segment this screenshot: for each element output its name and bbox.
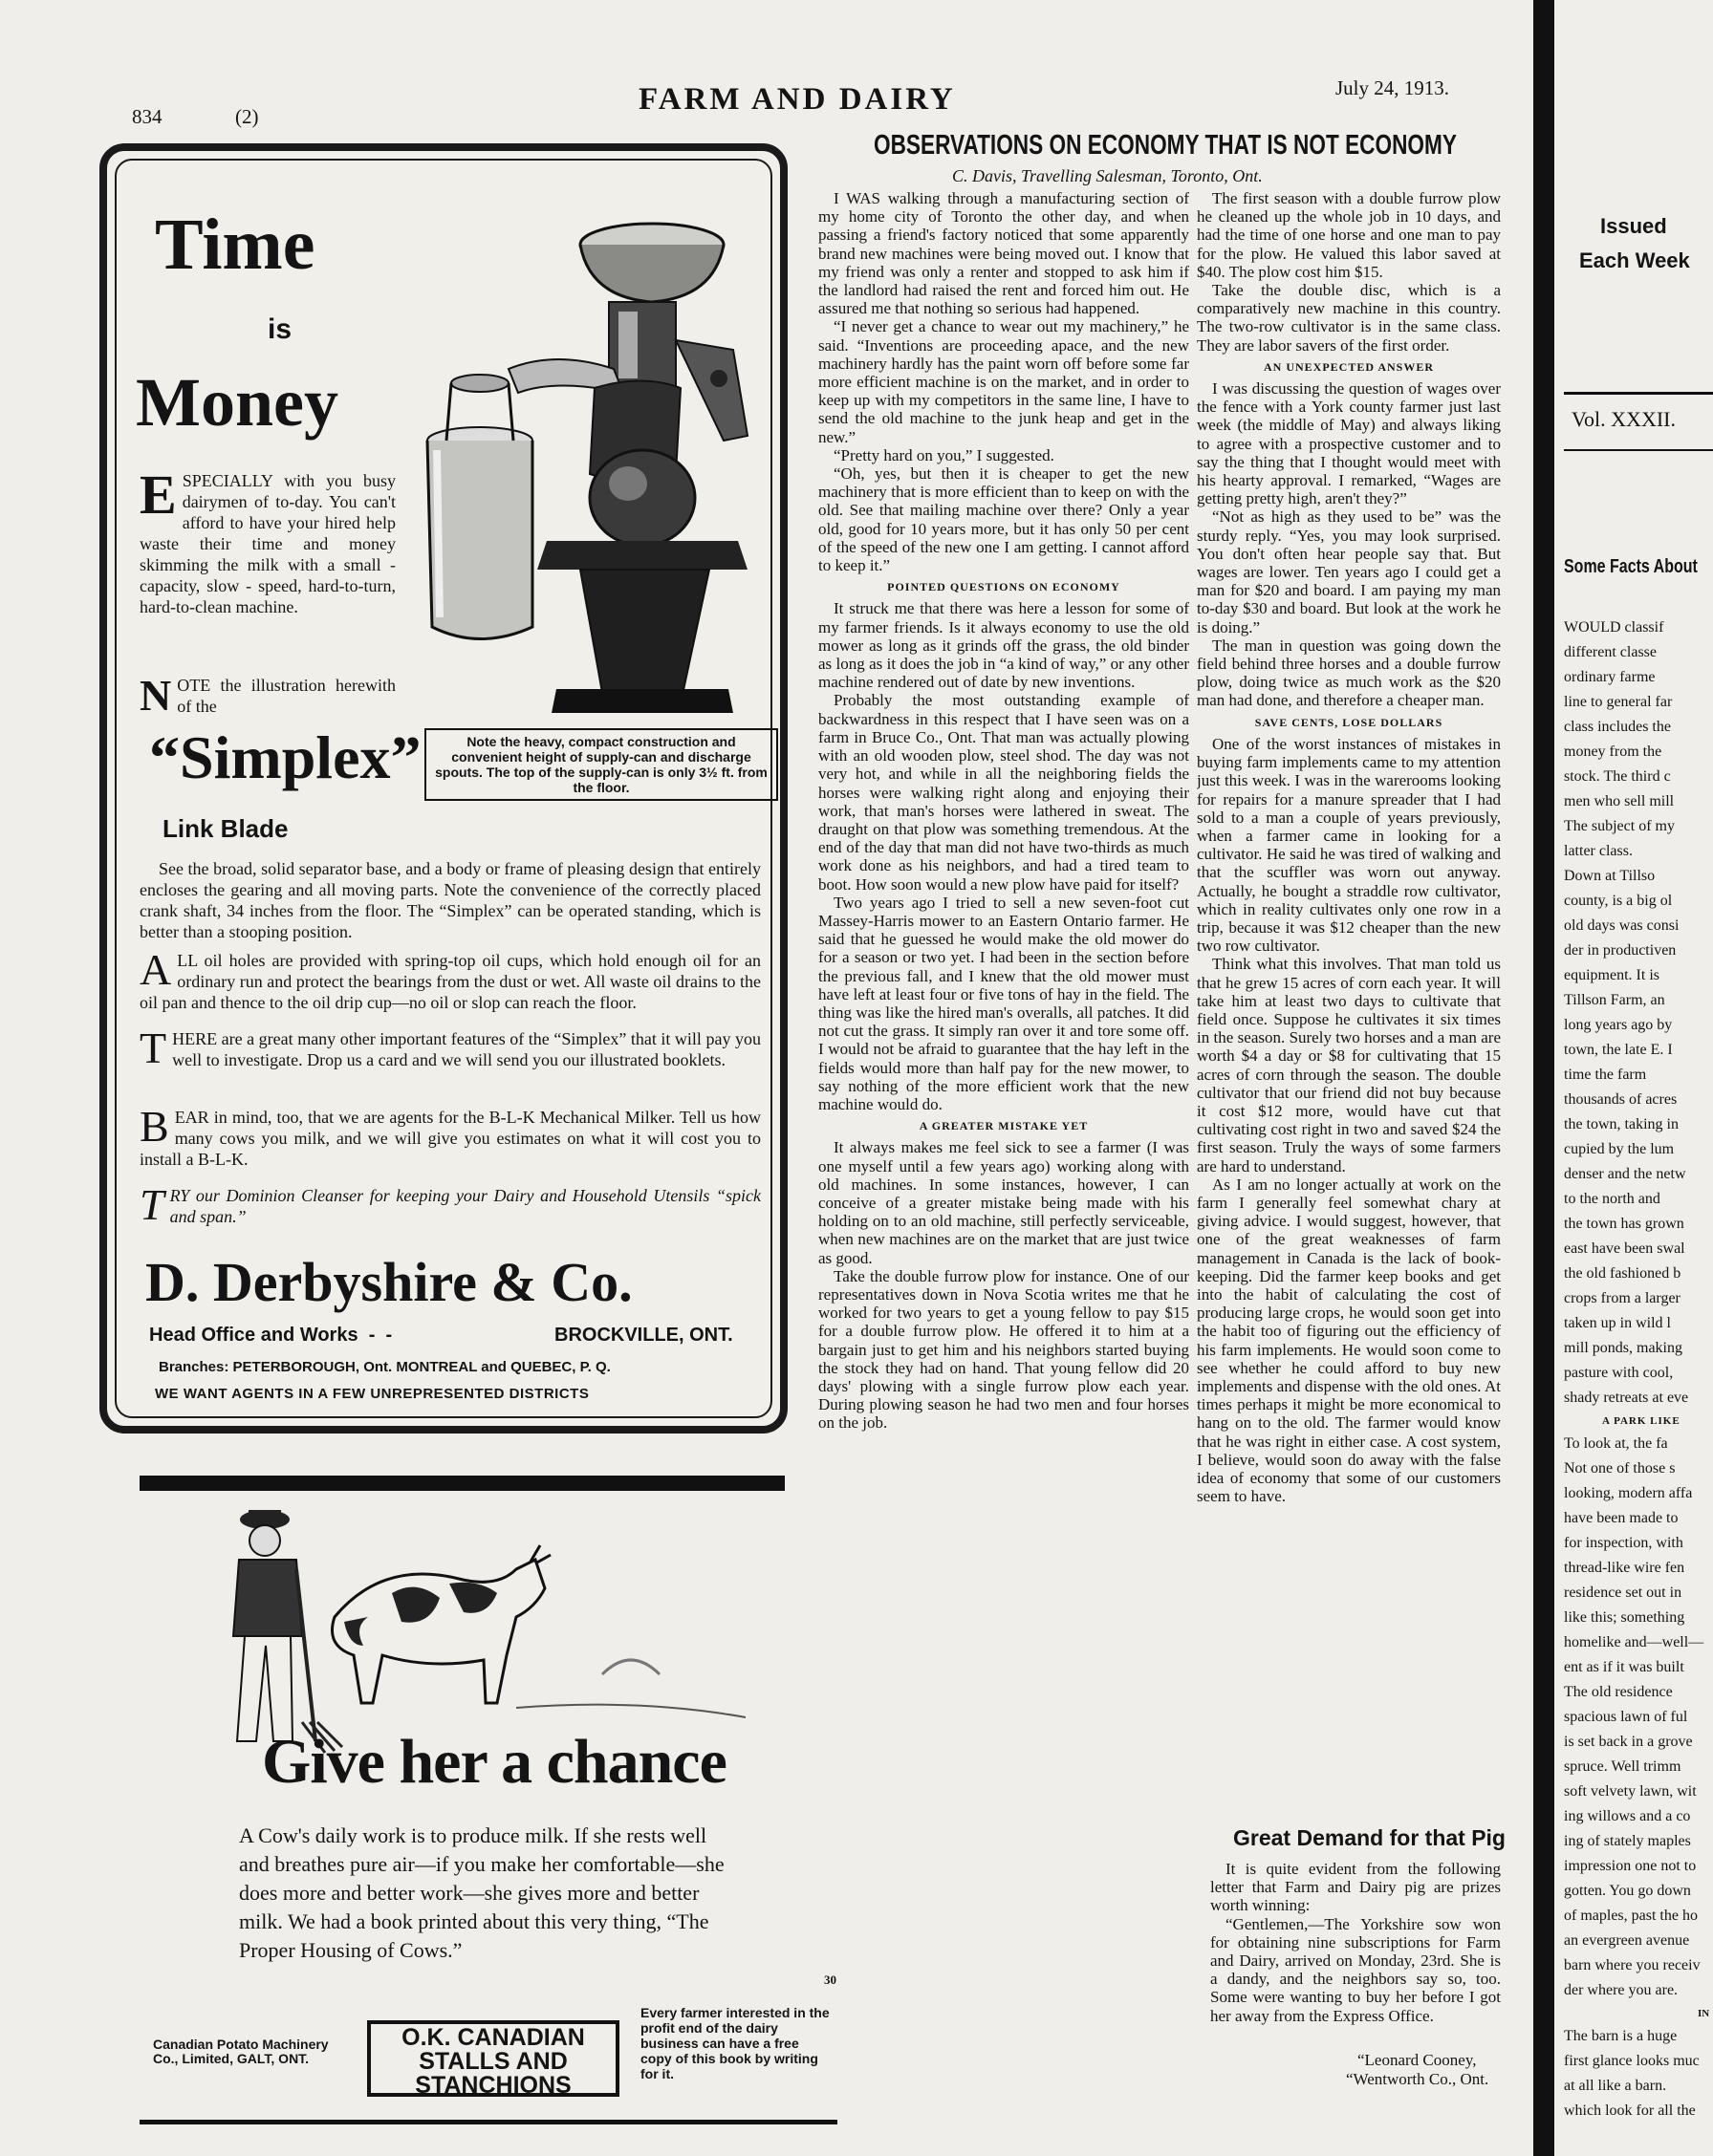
ad-paragraph-7-text: RY our Dominion Cleanser for keeping your Dairy and Household Utensils “spick and span.”	[169, 1186, 761, 1226]
ad-headline-money: Money	[136, 364, 338, 441]
right-line: old days was consi	[1564, 917, 1680, 934]
right-line: have been made to	[1564, 1510, 1679, 1526]
great-demand-para: It is quite evident from the following letter that Farm and Dairy pig are prizes worth winning:	[1210, 1860, 1501, 1915]
right-line: Down at Tillso	[1564, 868, 1656, 884]
right-line: town, the late E. I	[1564, 1042, 1673, 1058]
article-title: OBSERVATIONS ON ECONOMY THAT IS NOT ECONOMY	[874, 130, 1457, 161]
adjacent-page-fragment	[1554, 0, 1713, 2156]
right-line: class includes the	[1564, 719, 1671, 735]
article-para: Two years ago I tried to sell a new seven-foot cut Massey-Harris mower to an Eastern Ontario farmer. He said that he guessed he would make the old mower do for a season or two yet. I had been in the section before the previous fall, and I knew that the old mower must have left at least four or five tons of hay in the field. The thing was like the hired man's overalls, all patches. It did not cut the grass. It simply ran over it and tore some off. I would not be afraid to guarantee that the hay left in the fields would more than half pay for the new mower, to say nothing of the more efficient work that the new machine would do.	[818, 893, 1189, 1113]
right-line: looking, modern affa	[1564, 1485, 1693, 1501]
right-line: spacious lawn of ful	[1564, 1709, 1688, 1725]
ad-dropcap-b: B	[140, 1102, 169, 1151]
right-line: soft velvety lawn, wit	[1564, 1783, 1697, 1800]
ad-company-name: D. Derbyshire & Co.	[145, 1251, 633, 1313]
ad-dropcap-e: E	[140, 464, 177, 526]
subheading-save-cents: SAVE CENTS, LOSE DOLLARS	[1254, 715, 1443, 729]
cow-ad-body: A Cow's daily work is to produce milk. If she rests well and breathes pure air—if you make her comfortable—she does more and better work—she gives more and better milk. We had a book printed about this very thing, “The Proper Housing of Cows.”	[239, 1823, 725, 1962]
right-line: latter class.	[1564, 843, 1633, 859]
product-line-1: O.K. CANADIAN	[401, 2024, 585, 2051]
right-line: pasture with cool,	[1564, 1365, 1674, 1381]
product-line-3: STANCHIONS	[415, 2072, 572, 2099]
ad-dropcap-t2: T	[140, 1180, 164, 1229]
great-demand-signature-2: “Wentworth Co., Ont.	[1346, 2070, 1489, 2088]
ad-paragraph-7	[140, 1180, 761, 1229]
article-para: Think what this involves. That man told us that he grew 15 acres of corn each year. It will take him at least two days to cultivate that field once. Suppose he cultivates it six times in the season. Surely two horses and a man are worth $4 a day or $8 for cultivating that 15 acres of corn through the season. The double cultivator that our friend did not buy because it cost $12 more, would have cut that cultivating cost right in two and saved $24 the first season. Truly the ways of some farmers are hard to understand.	[1197, 955, 1501, 1175]
ad-paragraph-4	[140, 945, 761, 1013]
article-para: Take the double disc, which is a comparatively new machine in this country. The two-row cultivator is in the same class. They are labor savers of the first order.	[1197, 281, 1501, 355]
right-line: thread-like wire fen	[1564, 1560, 1685, 1576]
right-line: county, is a big ol	[1564, 893, 1673, 909]
ad-brand-sub: Link Blade	[163, 814, 289, 843]
right-line: first glance looks muc	[1564, 2053, 1700, 2069]
right-line: ing of stately maples	[1564, 1833, 1691, 1849]
cow-ad-headline: Give her a chance	[262, 1727, 726, 1797]
right-line: impression one not to	[1564, 1858, 1697, 1874]
right-line: line to general far	[1564, 694, 1673, 710]
issued-label: Issued	[1600, 214, 1667, 238]
subheading-greater-mistake: A GREATER MISTAKE YET	[919, 1119, 1089, 1133]
ad-paragraph-1-text: SPECIALLY with you busy dairymen of to-day. You can't afford to have your hired help waste their time and money skimming the milk with a small - capacity, slow - speed, hard-to-turn, hard-to-clean machine.	[140, 471, 396, 616]
right-line: der in productiven	[1564, 942, 1677, 959]
right-line: men who sell mill	[1564, 793, 1675, 809]
masthead: FARM AND DAIRY	[639, 82, 956, 117]
article-para: Take the double furrow plow for instance. One of our representatives down in Nova Scotia writes me that he worked for two years to get a young fellow to pay $15 for a double furrow plow. He offered it to him at a bargain just to get him and his neighbors started buying the stock they had on hand. That young fellow did 20 days' plowing with a single furrow plow each year. During plowing season he had two men and four horses on the job.	[818, 1266, 1189, 1433]
article-para: It always makes me feel sick to see a farmer (I was one myself until a few years ago) working along with old machines. In some instances, however, I can conceive of a greater mistake being made with his holding on to an old machine, still perfectly serviceable, when new machines are on the market that are just twice as good.	[818, 1138, 1189, 1267]
right-line: for inspection, with	[1564, 1535, 1683, 1551]
right-line: gotten. You go down	[1564, 1883, 1691, 1899]
ad-branches: Branches: PETERBOROUGH, Ont. MONTREAL and QUEBEC, P. Q.	[159, 1359, 611, 1375]
page-sub-number: (2)	[235, 105, 259, 128]
right-line: ordinary farme	[1564, 669, 1656, 685]
issue-date: July 24, 1913.	[1335, 76, 1450, 99]
article-para: As I am no longer actually at work on the farm I generally feel somewhat chary at giving advice. I would suggest, however, that one of the great weaknesses of farm management in Canada is the lack of book-keeping. Did the farmer keep books and get into the habit of calculating the cost of producing large crops, he would soon get into the habit too of figuring out the efficiency of his farm implements. He would soon come to see whether he could afford to buy new implements and dispense with the old ones. At times perhaps it might be more economical to hang on to the old. The farmer would know that he was right in either case. A cost system, I believe, would soon do away with the false idea of economy that some of our customers seem to have.	[1197, 1175, 1501, 1506]
right-line: of maples, past the ho	[1564, 1908, 1698, 1924]
article-para: Probably the most outstanding example of backwardness in this respect that I have seen was on a farm in Bruce Co., Ont. That man was actually plowing with an old wooden plow, steel shod. The day was not very hot, and while in all the neighboring fields the horses were walking right along and enjoying their work, that man's horses were lathered in sweat. The draught on that plow was something tremendous. At the end of the day that man did not have two-thirds as much work done as his neighbors, and had a tired team to boot. How soon would a new plow have paid for itself?	[818, 691, 1189, 894]
right-line: denser and the netw	[1564, 1166, 1686, 1182]
right-line: shady retreats at eve	[1564, 1390, 1689, 1406]
ad-brand-simplex: “Simplex”	[149, 723, 422, 791]
great-demand-title: Great Demand for that Pig	[1233, 1825, 1506, 1850]
ad-office-label: Head Office and Works - -	[149, 1325, 393, 1346]
great-demand-signature-1: “Leonard Cooney,	[1357, 2051, 1477, 2069]
article-byline: C. Davis, Travelling Salesman, Toronto, Ont.	[952, 166, 1263, 185]
ad-paragraph-2-text: OTE the illustration herewith of the	[177, 676, 396, 716]
vol-top-rule	[1564, 392, 1713, 395]
ad-office-city: BROCKVILLE, ONT.	[554, 1325, 733, 1346]
right-page-text	[1564, 615, 1713, 2124]
vol-bottom-rule	[1564, 449, 1713, 451]
page-number: 834	[132, 105, 163, 128]
ad-paragraph-5	[140, 1024, 761, 1072]
right-line: the old fashioned b	[1564, 1265, 1681, 1282]
right-line: Tillson Farm, an	[1564, 992, 1665, 1008]
simplex-advertisement	[99, 143, 788, 1434]
cow-ad-bottom-rule	[140, 2120, 837, 2124]
right-line: at all like a barn.	[1564, 2078, 1667, 2094]
ad-caption-box: Note the heavy, compact construction and convenient height of supply-can and discharge spouts. The top of the supply-can is only 3½ ft. from the floor.	[424, 728, 778, 801]
ad-paragraph-5-text: HERE are a great many other important features of the “Simplex” that it will pay you well to investigate. Drop us a card and we will send you our illustrated booklets.	[172, 1029, 761, 1069]
ad-paragraph-3: See the broad, solid separator base, and a body or frame of pleasing design that entirely encloses the gearing and all moving parts. Note the convenience of the correctly placed crank shaft, 34 inches from the floor. The “Simplex” can be operated standing, which is better than a stooping position.	[140, 859, 761, 941]
right-line: crops from a larger	[1564, 1290, 1680, 1306]
right-line: homelike and—well—	[1564, 1634, 1704, 1650]
right-line: residence set out in	[1564, 1585, 1682, 1601]
subheading-unexpected-answer: AN UNEXPECTED ANSWER	[1263, 359, 1435, 374]
cream-separator-illustration	[403, 206, 786, 722]
stalls-product-box	[367, 2020, 619, 2097]
ad-dropcap-n: N	[140, 671, 172, 720]
article-para: The first season with a double furrow plow he cleaned up the whole job in 10 days, and had the time of one horse and one man to pay for the plow. He valued this labor saved at $40. The plow cost him $15.	[1197, 189, 1501, 281]
cow-ad-maker: Canadian Potato Machinery Co., Limited, GALT, ONT.	[153, 2037, 329, 2066]
right-line: ent as if it was built	[1564, 1659, 1684, 1675]
article-para: “Not as high as they used to be” was the sturdy reply. “Yes, you may look surprised. You don't often hear people say that. But wages are lower. Ten years ago I could get a man for $20 and board. I am paying my man to-day $30 and board. But look at the work he is doing.”	[1197, 507, 1501, 636]
ad-paragraph-6	[140, 1102, 761, 1170]
great-demand-body	[1210, 1860, 1501, 2051]
article-para: “Oh, yes, but then it is cheaper to get the new machinery that is more efficient than to keep on with the old. See that mailing machine over there? Only a year old, good for 10 years more, but it has only 50 per cent of the speed of the new one I am getting. I cannot afford to keep it.”	[818, 464, 1189, 575]
cow-ad-offer: Every farmer interested in the profit end of the dairy business can have a free copy of this book by writing for it.	[640, 2005, 830, 2081]
right-line: The old residence	[1564, 1684, 1673, 1700]
right-subheading-2: IN	[1698, 2008, 1710, 2019]
right-line: east have been swal	[1564, 1240, 1685, 1257]
ad-dropcap-t: T	[140, 1024, 167, 1072]
volume-label: Vol. XXXII.	[1572, 407, 1676, 431]
right-line: is set back in a grove	[1564, 1734, 1693, 1750]
article-column-2	[1197, 189, 1501, 1814]
right-line: Not one of those s	[1564, 1460, 1676, 1477]
farmer-and-cow-illustration	[210, 1502, 746, 1760]
right-line: long years ago by	[1564, 1017, 1673, 1033]
article-para: “Pretty hard on you,” I suggested.	[834, 445, 1054, 464]
right-line: The subject of my	[1564, 818, 1675, 834]
issued-week-label: Each Week	[1579, 248, 1690, 272]
ad-agents-wanted: WE WANT AGENTS IN A FEW UNREPRESENTED DISTRICTS	[155, 1386, 590, 1402]
right-line: der where you are.	[1564, 1982, 1679, 1998]
ad-paragraph-4-text: LL oil holes are provided with spring-top oil cups, which hold enough oil for an ordinary run and protect the bearings from the dust or wet. All waste oil drains to the oil pan and thence to the oil drip cup—no oil or slop can reach the floor.	[140, 951, 761, 1012]
right-line: time the farm	[1564, 1067, 1647, 1083]
article-para: The man in question was going down the field behind three horses and a double furrow plow, doing twice as much work as the $20 man had done, and therefore a cheaper man.	[1197, 636, 1501, 710]
article-para: I WAS walking through a manufacturing section of my home city of Toronto the other day, and when passing a friend's factory noticed that some apparently brand new machines were being moved out. I know that my friend was only a renter and stopped to ask him if the landlord had raised the rent and forced him out. He assured me that nothing so serious had happened.	[818, 189, 1189, 318]
right-page-heading: Some Facts About	[1564, 556, 1698, 577]
right-line: taken up in wild l	[1564, 1315, 1671, 1331]
right-line: an evergreen avenue	[1564, 1932, 1690, 1949]
ad-headline-is: is	[268, 313, 293, 345]
right-line: barn where you receiv	[1564, 1957, 1701, 1973]
ad-paragraph-6-text: EAR in mind, too, that we are agents for the B-L-K Mechanical Milker. Tell us how many cows you milk, and we will give you estimates on what it will cost you to install a B-L-K.	[140, 1108, 761, 1169]
article-para: “I never get a chance to wear out my machinery,” he said. “Inventions are proceeding apace, and the new machinery hardly has the paint worn off before some far more efficient machine is on the market, and in order to keep up with my competitors in the same line, I have to send the old machine to the junk heap and get in the new.”	[818, 317, 1189, 446]
right-line: money from the	[1564, 744, 1662, 760]
right-line: mill ponds, making	[1564, 1340, 1682, 1356]
right-line: equipment. It is	[1564, 967, 1659, 983]
ad-dropcap-a: A	[140, 945, 172, 994]
cow-ad-page-mark: 30	[824, 1973, 836, 1987]
right-line: To look at, the fa	[1564, 1435, 1668, 1452]
product-line-2: STALLS AND	[419, 2048, 568, 2075]
article-para: It struck me that there was here a lesson for some of my farmer friends. Is it always economy to use the old mower as long as it grinds off the grass, the old binder as long as it does the job in “a kind of way,” or any other machine rendered out of date by new inventions.	[818, 599, 1189, 692]
article-para: One of the worst instances of mistakes in buying farm implements came to my attention just this week. I was in the warerooms looking for repairs for a manure spreader that I had sold to a man a couple of years previously, when a farmer came in looking for a cultivator. He said he was tired of walking and that the scuffler was worn out anyway. Actually, he bought a straddle row cultivator, which in reality cultivates only one row in a trip, because it was $12 cheaper than the new two row cultivator.	[1197, 734, 1501, 956]
right-line: to the north and	[1564, 1191, 1660, 1207]
right-line: ing willows and a co	[1564, 1808, 1691, 1824]
article-column-1	[818, 189, 1189, 2110]
right-line: thousands of acres	[1564, 1091, 1678, 1108]
right-line: spruce. Well trimm	[1564, 1758, 1681, 1775]
ad-paragraph-2	[140, 671, 396, 720]
right-subheading: A PARK LIKE	[1602, 1415, 1680, 1427]
ad-headline-time: Time	[155, 205, 315, 285]
right-line: The barn is a huge	[1564, 2028, 1678, 2044]
page-gutter	[1533, 0, 1554, 2156]
right-line: like this; something	[1564, 1609, 1685, 1626]
right-line: stock. The third c	[1564, 768, 1671, 785]
cow-ad-top-rule	[140, 1476, 785, 1491]
right-line: WOULD classif	[1564, 619, 1664, 636]
article-para: I was discussing the question of wages over the fence with a York county farmer just last week (the middle of May) and always liking to agree with a prospective customer and to say the thing that I thought would meet with his hearty approval. I remarked, “Wages are getting pretty high, aren't they?”	[1197, 379, 1501, 508]
right-line: the town has grown	[1564, 1216, 1684, 1232]
right-line: different classe	[1564, 644, 1657, 660]
great-demand-para: “Gentlemen,—The Yorkshire sow won for obtaining nine subscriptions for Farm and Dairy, arrived on Monday, 23rd. She is a dandy, and the neighbors say so, too. Some were wanting to buy her before I got her away from the Express Office.	[1210, 1914, 1501, 2025]
subheading-pointed-questions: POINTED QUESTIONS ON ECONOMY	[887, 580, 1120, 594]
right-line: cupied by the lum	[1564, 1141, 1675, 1157]
ad-paragraph-1	[140, 464, 396, 617]
right-line: which look for all the	[1564, 2102, 1696, 2119]
right-line: the town, taking in	[1564, 1116, 1679, 1132]
